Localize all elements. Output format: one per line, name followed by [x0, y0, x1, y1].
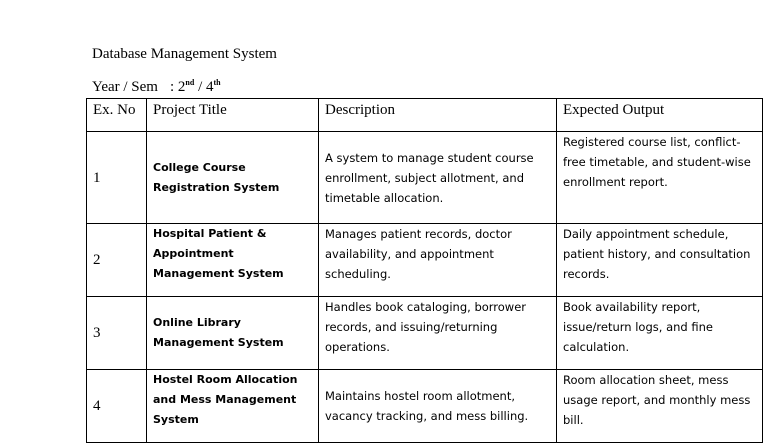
semester-value: / 4: [194, 79, 214, 95]
table-row: [87, 224, 763, 297]
header-description: Description: [319, 99, 557, 132]
table-header-row: [87, 99, 763, 132]
cell-expected-output: Book availability report, issue/return logs, and fine calculation.: [557, 297, 763, 370]
cell-description: Handles book cataloging, borrower records, and issuing/returning operations.: [319, 297, 557, 370]
cell-expected-output: Registered course list, conflict-free timetable, and student-wise enrollment report.: [557, 132, 763, 224]
header-ex-no: Ex. No: [87, 99, 147, 132]
cell-expected-output: Daily appointment schedule, patient history, and consultation records.: [557, 224, 763, 297]
semester-suffix: th: [213, 78, 221, 87]
cell-ex-no: 2: [87, 224, 147, 297]
cell-expected-output: Room allocation sheet, mess usage report, and monthly mess bill.: [557, 370, 763, 443]
header-project-title: Project Title: [147, 99, 319, 132]
cell-project-title: Online Library Management System: [147, 297, 319, 370]
year-value: : 2: [169, 79, 186, 95]
table-row: [87, 132, 763, 224]
cell-description: Manages patient records, doctor availability, and appointment scheduling.: [319, 224, 557, 297]
year-sem-label: Year / Sem: [92, 79, 158, 95]
cell-project-title: College Course Registration System: [147, 132, 319, 224]
table-row: [87, 370, 763, 443]
cell-project-title: Hostel Room Allocation and Mess Management System: [147, 370, 319, 443]
cell-description: Maintains hostel room allotment, vacancy tracking, and mess billing.: [319, 370, 557, 443]
year-semester-line: [92, 79, 221, 96]
projects-table: [86, 98, 763, 443]
cell-ex-no: 4: [87, 370, 147, 443]
cell-project-title: Hospital Patient & Appointment Management System: [147, 224, 319, 297]
cell-ex-no: 3: [87, 297, 147, 370]
year-suffix: nd: [185, 78, 195, 87]
cell-description: A system to manage student course enrollment, subject allotment, and timetable allocation.: [319, 132, 557, 224]
cell-ex-no: 1: [87, 132, 147, 224]
document-title: Database Management System: [92, 46, 277, 62]
header-expected-output: Expected Output: [557, 99, 763, 132]
table-row: [87, 297, 763, 370]
